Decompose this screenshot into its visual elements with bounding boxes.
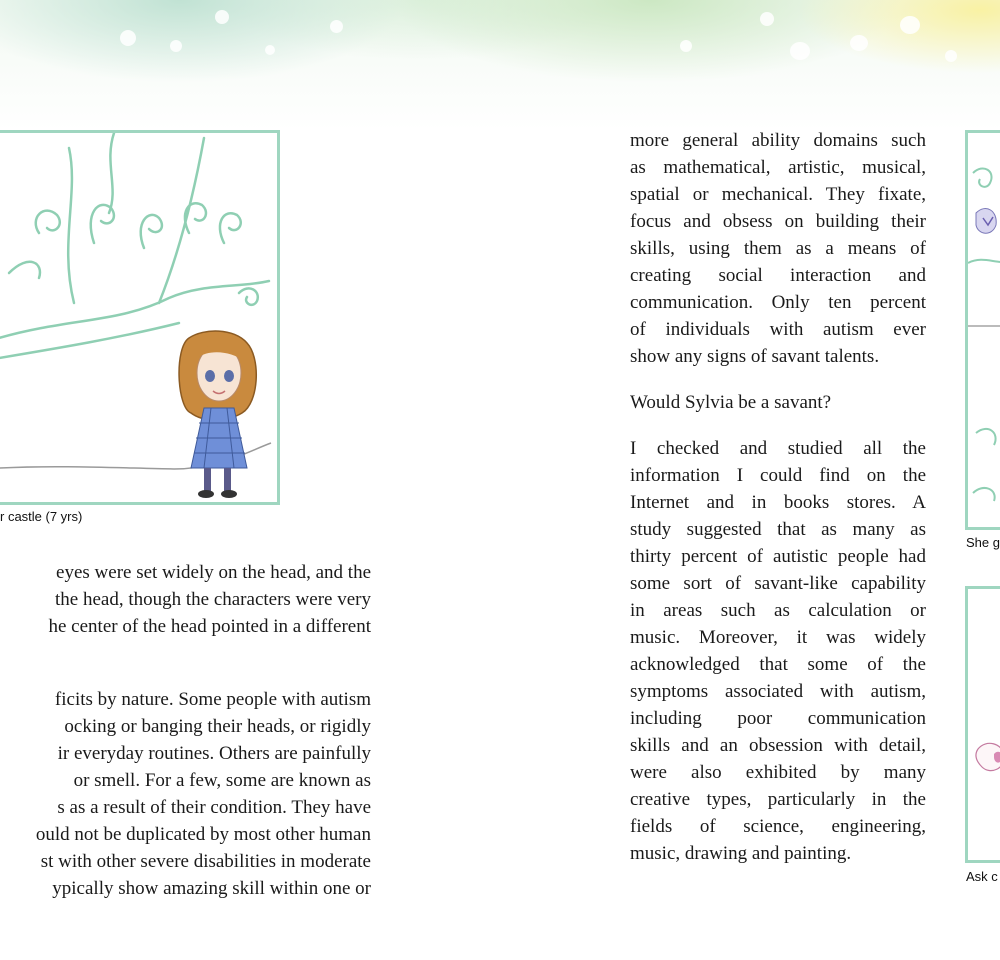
bokeh-dot <box>215 10 229 24</box>
text-line: he center of the head pointed in a different <box>48 616 371 637</box>
side-drawing-1 <box>968 133 1000 527</box>
text-line: the head, though the characters were very <box>55 589 371 610</box>
text-line: in areas such as calculation or <box>630 600 926 621</box>
side-drawing-frame-2 <box>965 586 1000 863</box>
text-line: ould not be duplicated by most other human <box>35 824 371 845</box>
bokeh-dot <box>330 20 343 33</box>
bokeh-dot <box>170 40 182 52</box>
text-line: fields of science, engineering, <box>630 816 926 837</box>
top-decorative-wash <box>0 0 1000 130</box>
side-caption-2: Ask c <box>966 869 998 884</box>
side-drawing-frame-1 <box>965 130 1000 530</box>
figure-caption-castle: r castle (7 yrs) <box>0 509 83 524</box>
text-line: more general ability domains such <box>630 130 926 151</box>
text-line: skills and an obsession with detail, <box>630 735 926 756</box>
bokeh-dot <box>265 45 275 55</box>
text-line: st with other severe disabilities in moderate <box>40 851 371 872</box>
side-drawing-2 <box>968 589 1000 860</box>
text-line: thirty percent of autistic people had <box>630 546 926 567</box>
text-line: Internet and in books stores. A <box>630 492 926 513</box>
text-line: focus and obsess on building their <box>630 211 926 232</box>
text-line: s as a result of their condition. They have <box>57 797 371 818</box>
bokeh-dot <box>760 12 774 26</box>
bokeh-dot <box>120 30 136 46</box>
text-line: communication. Only ten percent <box>630 292 926 313</box>
text-line: ficits by nature. Some people with autism <box>54 689 371 710</box>
text-line: acknowledged that some of the <box>630 654 926 675</box>
text-line: eyes were set widely on the head, and the <box>56 562 371 583</box>
bokeh-dot <box>900 16 920 34</box>
text-line: were also exhibited by many <box>630 762 926 783</box>
side-caption-1: She g <box>966 535 1000 550</box>
text-line: creating social interaction and <box>630 265 926 286</box>
bokeh-dot <box>945 50 957 62</box>
left-page-text <box>0 559 371 902</box>
text-line: spatial or mechanical. They fixate, <box>630 184 926 205</box>
child-drawing-castle-frame <box>0 130 280 505</box>
text-line: some sort of savant-like capability <box>630 573 926 594</box>
left-paragraph-1 <box>0 559 371 640</box>
text-line: ypically show amazing skill within one or <box>52 878 371 899</box>
right-paragraph-1 <box>630 127 926 370</box>
text-line: show any signs of savant talents. <box>630 346 880 367</box>
girl-figure <box>179 331 256 498</box>
right-paragraph-2 <box>630 435 926 867</box>
bokeh-dot <box>680 40 692 52</box>
text-line: creative types, particularly in the <box>630 789 926 810</box>
child-drawing-castle <box>0 133 277 502</box>
text-line: study suggested that as many as <box>630 519 926 540</box>
question-line: Would Sylvia be a savant? <box>630 392 832 413</box>
text-line: information I could find on the <box>630 465 926 486</box>
text-line: music. Moreover, it was widely <box>630 627 926 648</box>
text-line: music, drawing and painting. <box>630 843 852 864</box>
right-page-text <box>630 127 926 867</box>
text-line: ocking or banging their heads, or rigidly <box>64 716 371 737</box>
text-line: as mathematical, artistic, musical, <box>630 157 926 178</box>
bokeh-dot <box>790 42 810 60</box>
text-line: or smell. For a few, some are known as <box>73 770 371 791</box>
text-line: ir everyday routines. Others are painfully <box>57 743 371 764</box>
text-line: symptoms associated with autism, <box>630 681 926 702</box>
text-line: I checked and studied all the <box>630 438 926 459</box>
right-question <box>630 389 926 416</box>
text-line: skills, using them as a means of <box>630 238 926 259</box>
text-line: of individuals with autism ever <box>630 319 926 340</box>
text-line: including poor communication <box>630 708 926 729</box>
bokeh-dot <box>850 35 868 51</box>
left-paragraph-2 <box>0 686 371 902</box>
